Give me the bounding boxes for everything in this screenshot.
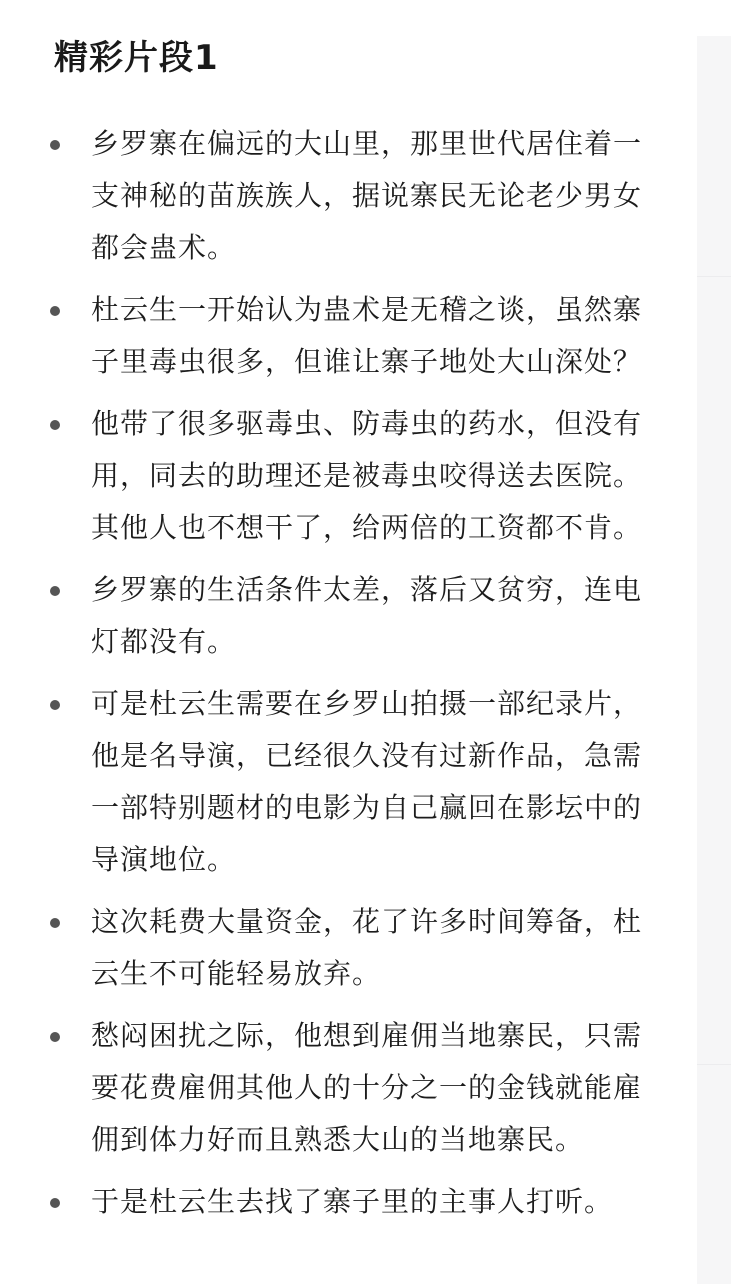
list-item-text: 可是杜云生需要在乡罗山拍摄一部纪录片，他是名导演，已经很久没有过新作品，急需一部特别题材的电影为自己赢回在影坛中的导演地位。 — [91, 687, 643, 876]
list-item — [0, 118, 697, 274]
excerpt-list — [0, 118, 697, 1238]
list-item-text: 他带了很多驱毒虫、防毒虫的药水，但没有用，同去的助理还是被毒虫咬得送去医院。其他人也不想干了，给两倍的工资都不肯。 — [91, 407, 643, 544]
list-item — [0, 1176, 697, 1228]
bullet-dot-icon — [50, 586, 60, 596]
bullet-dot-icon — [50, 918, 60, 928]
bullet-dot-icon — [50, 1032, 60, 1042]
bullet-dot-icon — [50, 1198, 60, 1208]
list-item-text: 杜云生一开始认为蛊术是无稽之谈，虽然寨子里毒虫很多，但谁让寨子地处大山深处？ — [91, 293, 643, 378]
bullet-dot-icon — [50, 420, 60, 430]
bullet-dot-icon — [50, 140, 60, 150]
panel-divider — [697, 276, 731, 278]
panel-divider — [697, 1064, 731, 1066]
list-item — [0, 564, 697, 668]
list-item-text: 愁闷困扰之际，他想到雇佣当地寨民，只需要花费雇佣其他人的十分之一的金钱就能雇佣到体力好而且熟悉大山的当地寨民。 — [91, 1019, 643, 1156]
right-side-panel — [697, 36, 731, 1284]
bullet-dot-icon — [50, 700, 60, 710]
list-item-text: 乡罗寨在偏远的大山里，那里世代居住着一支神秘的苗族族人，据说寨民无论老少男女都会蛊术。 — [91, 127, 643, 264]
list-item — [0, 1010, 697, 1166]
list-item — [0, 896, 697, 1000]
list-item — [0, 398, 697, 554]
list-item — [0, 284, 697, 388]
list-item-text: 乡罗寨的生活条件太差，落后又贫穷，连电灯都没有。 — [91, 573, 643, 658]
section-title: 精彩片段1 — [54, 38, 219, 78]
bullet-dot-icon — [50, 306, 60, 316]
list-item-text: 于是杜云生去找了寨子里的主事人打听。 — [91, 1185, 614, 1218]
list-item — [0, 678, 697, 886]
list-item-text: 这次耗费大量资金，花了许多时间筹备，杜云生不可能轻易放弃。 — [91, 905, 643, 990]
